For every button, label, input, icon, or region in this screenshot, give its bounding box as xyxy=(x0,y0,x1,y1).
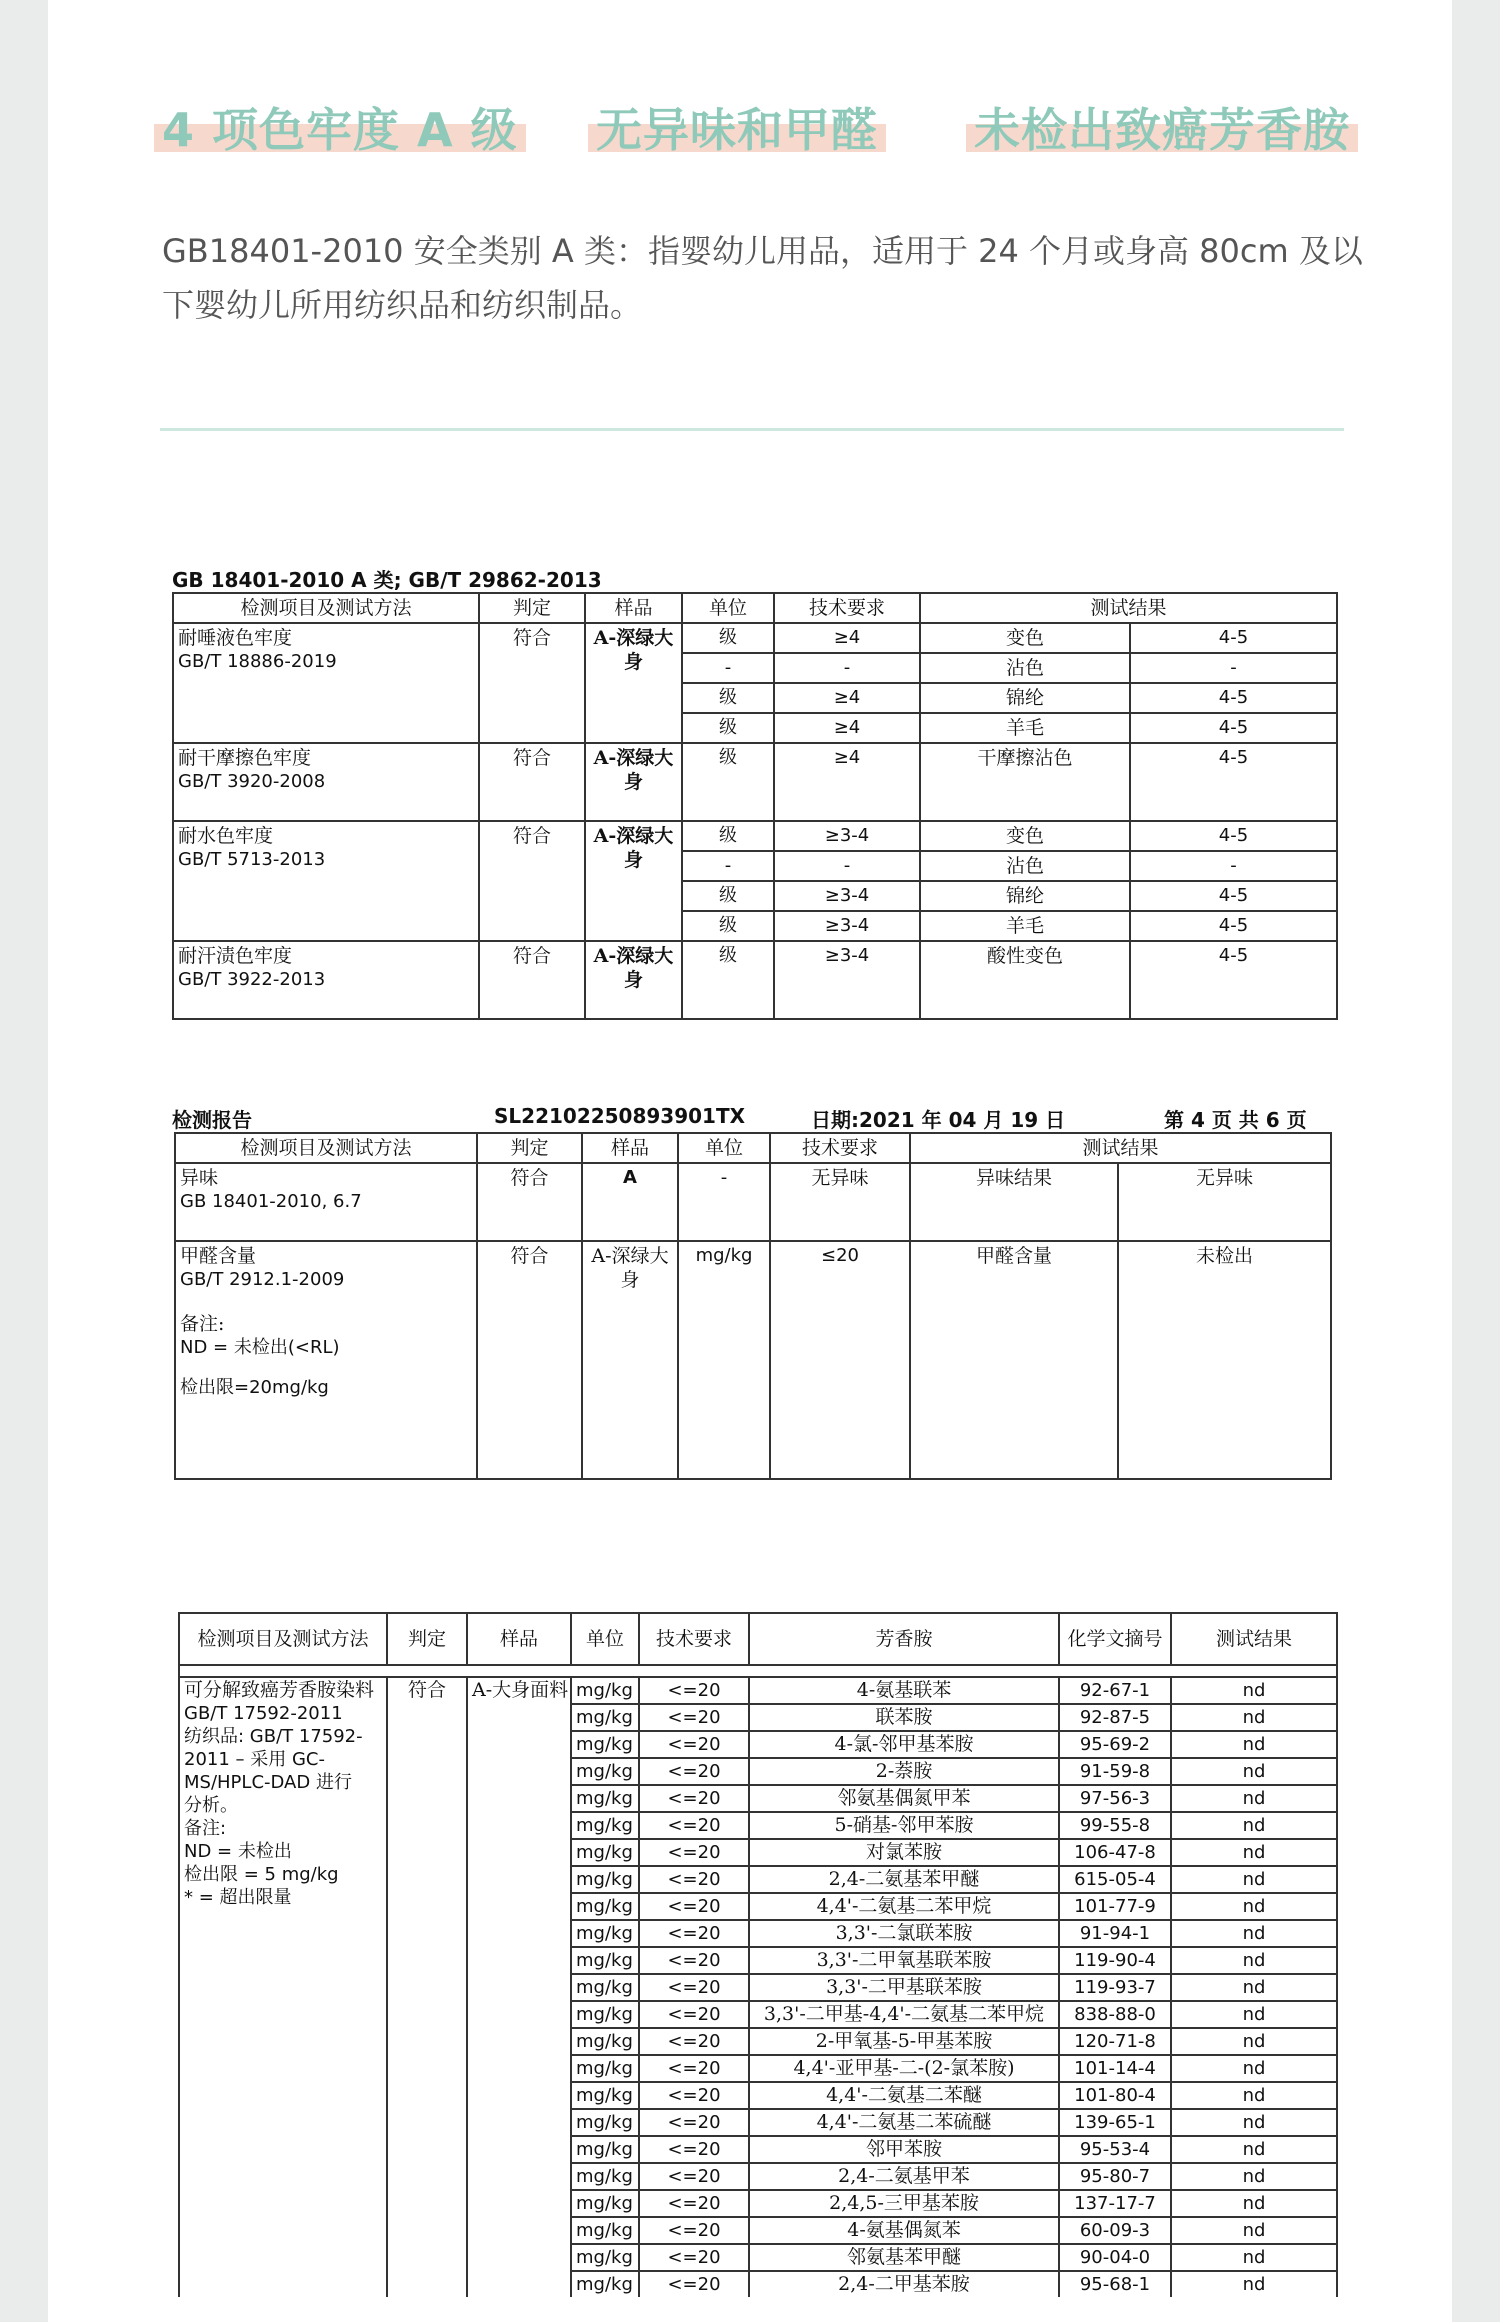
header-cell: 芳香胺 xyxy=(749,1613,1059,1665)
unit-cell: - xyxy=(682,851,774,881)
test-item-cell xyxy=(173,623,479,743)
result-cell: 无异味 xyxy=(1118,1163,1331,1241)
cas-number-cell: 119-90-4 xyxy=(1059,1947,1171,1974)
header-cell: 样品 xyxy=(582,1133,678,1163)
result-label-cell: 沾色 xyxy=(920,851,1130,881)
cas-number-cell: 106-47-8 xyxy=(1059,1839,1171,1866)
amine-name-cell: 邻甲苯胺 xyxy=(749,2136,1059,2163)
unit-cell: 级 xyxy=(682,713,774,743)
requirement-cell: <=20 xyxy=(639,2001,749,2028)
sample-cell: A-深绿大身 xyxy=(582,1241,678,1479)
cas-number-cell: 99-55-8 xyxy=(1059,1812,1171,1839)
unit-cell: mg/kg xyxy=(571,2244,639,2271)
unit-cell: mg/kg xyxy=(571,2136,639,2163)
cas-number-cell: 139-65-1 xyxy=(1059,2109,1171,2136)
requirement-cell: <=20 xyxy=(639,1758,749,1785)
cas-number-cell: 91-59-8 xyxy=(1059,1758,1171,1785)
amine-name-cell: 2,4,5-三甲基苯胺 xyxy=(749,2190,1059,2217)
requirement-cell: ≥3-4 xyxy=(774,941,920,1019)
sample-cell: A-大身面料 xyxy=(467,1677,571,2297)
badge-text: 无异味和甲醛 xyxy=(596,103,878,157)
result-label-cell: 甲醛含量 xyxy=(910,1241,1118,1479)
table-row xyxy=(173,941,1337,1019)
cas-number-cell: 137-17-7 xyxy=(1059,2190,1171,2217)
unit-cell: mg/kg xyxy=(571,2001,639,2028)
requirement-cell: <=20 xyxy=(639,1866,749,1893)
method-line: 2011 – 采用 GC- xyxy=(184,1749,325,1770)
cas-number-cell: 101-80-4 xyxy=(1059,2082,1171,2109)
header-cell: 测试结果 xyxy=(910,1133,1331,1163)
table1-caption: GB 18401-2010 A 类; GB/T 29862-2013 xyxy=(172,568,602,592)
verdict-cell: 符合 xyxy=(479,623,585,743)
method-line: 检出限 = 5 mg/kg xyxy=(184,1864,339,1885)
header-cell: 判定 xyxy=(477,1133,582,1163)
requirement-cell: ≥4 xyxy=(774,713,920,743)
result-cell: nd xyxy=(1171,1893,1337,1920)
amine-name-cell: 2,4-二氨基苯甲醚 xyxy=(749,1866,1059,1893)
test-item: 耐汗渍色牢度 xyxy=(178,945,293,967)
test-item: 耐唾液色牢度 xyxy=(178,627,293,649)
unit-cell: mg/kg xyxy=(571,1758,639,1785)
requirement-cell: ≥4 xyxy=(774,683,920,713)
amine-name-cell: 联苯胺 xyxy=(749,1704,1059,1731)
unit-cell: mg/kg xyxy=(571,2082,639,2109)
result-cell: nd xyxy=(1171,1785,1337,1812)
result-cell: nd xyxy=(1171,1731,1337,1758)
badge-text: 未检出致癌芳香胺 xyxy=(974,103,1350,157)
color-fastness-table xyxy=(172,592,1338,1020)
requirement-cell: ≥3-4 xyxy=(774,911,920,941)
verdict-cell: 符合 xyxy=(477,1241,582,1479)
aromatic-amines-table xyxy=(178,1612,1338,2297)
requirement-cell: <=20 xyxy=(639,1920,749,1947)
cas-number-cell: 119-93-7 xyxy=(1059,1974,1171,2001)
result-cell: nd xyxy=(1171,2028,1337,2055)
amine-name-cell: 2-甲氧基-5-甲基苯胺 xyxy=(749,2028,1059,2055)
header-cell: 测试结果 xyxy=(920,593,1337,623)
requirement-cell: <=20 xyxy=(639,2082,749,2109)
result-cell: 4-5 xyxy=(1130,743,1337,821)
requirement-cell: <=20 xyxy=(639,1677,749,1704)
method-line: 纺织品: GB/T 17592- xyxy=(184,1726,363,1747)
unit-cell: 级 xyxy=(682,683,774,713)
unit-cell: mg/kg xyxy=(571,1920,639,1947)
unit-cell: mg/kg xyxy=(571,2190,639,2217)
sample-cell: A-深绿大身 xyxy=(585,941,682,1019)
header-cell: 单位 xyxy=(571,1613,639,1665)
cas-number-cell: 90-04-0 xyxy=(1059,2244,1171,2271)
result-cell: nd xyxy=(1171,1839,1337,1866)
header-spacer-row xyxy=(179,1665,1337,1677)
requirement-cell: 无异味 xyxy=(770,1163,910,1241)
unit-cell: - xyxy=(682,653,774,683)
test-item: 异味 xyxy=(180,1167,219,1189)
requirement-cell: <=20 xyxy=(639,2190,749,2217)
requirement-cell: <=20 xyxy=(639,2217,749,2244)
test-method-cell xyxy=(179,1677,387,2297)
requirement-cell: ≥3-4 xyxy=(774,881,920,911)
sample-cell: A xyxy=(582,1163,678,1241)
result-cell: 未检出 xyxy=(1118,1241,1331,1479)
result-cell: nd xyxy=(1171,2190,1337,2217)
header-cell: 样品 xyxy=(467,1613,571,1665)
table-row xyxy=(175,1241,1331,1479)
requirement-cell: - xyxy=(774,653,920,683)
result-cell: nd xyxy=(1171,1758,1337,1785)
badge-color-fastness xyxy=(162,94,518,157)
amine-name-cell: 3,3'-二氯联苯胺 xyxy=(749,1920,1059,1947)
result-cell: nd xyxy=(1171,2082,1337,2109)
unit-cell: mg/kg xyxy=(571,2028,639,2055)
cas-number-cell: 101-77-9 xyxy=(1059,1893,1171,1920)
header-cell: 样品 xyxy=(585,593,682,623)
requirement-cell: <=20 xyxy=(639,2028,749,2055)
method-line: 可分解致癌芳香胺染料 xyxy=(184,1679,375,1701)
amine-name-cell: 4,4'-二氨基二苯甲烷 xyxy=(749,1893,1059,1920)
result-label-cell: 锦纶 xyxy=(920,683,1130,713)
unit-cell: 级 xyxy=(682,743,774,821)
verdict-cell: 符合 xyxy=(479,941,585,1019)
header-cell: 单位 xyxy=(678,1133,770,1163)
result-label-cell: 变色 xyxy=(920,623,1130,653)
unit-cell: mg/kg xyxy=(571,1974,639,2001)
table-row xyxy=(175,1163,1331,1241)
unit-cell: mg/kg xyxy=(571,1731,639,1758)
amine-name-cell: 3,3'-二甲氧基联苯胺 xyxy=(749,1947,1059,1974)
result-label-cell: 羊毛 xyxy=(920,911,1130,941)
amine-name-cell: 4-氨基联苯 xyxy=(749,1677,1059,1704)
unit-cell: 级 xyxy=(682,623,774,653)
unit-cell: mg/kg xyxy=(571,2055,639,2082)
result-cell: 4-5 xyxy=(1130,941,1337,1019)
unit-cell: mg/kg xyxy=(571,2109,639,2136)
method-line: 备注: xyxy=(184,1818,227,1839)
unit-cell: 级 xyxy=(682,821,774,851)
requirement-cell: <=20 xyxy=(639,2109,749,2136)
cas-number-cell: 91-94-1 xyxy=(1059,1920,1171,1947)
requirement-cell: <=20 xyxy=(639,1974,749,2001)
requirement-cell: <=20 xyxy=(639,2055,749,2082)
report-page: 第 4 页 共 6 页 xyxy=(1164,1108,1307,1132)
amine-name-cell: 2,4-二氨基甲苯 xyxy=(749,2163,1059,2190)
requirement-cell: - xyxy=(774,851,920,881)
table-header-row xyxy=(173,593,1337,623)
test-item-cell xyxy=(173,743,479,821)
result-cell: nd xyxy=(1171,2136,1337,2163)
table-header-row xyxy=(175,1133,1331,1163)
report-date: 日期:2021 年 04 月 19 日 xyxy=(811,1108,1066,1132)
unit-cell: 级 xyxy=(682,941,774,1019)
amine-name-cell: 邻氨基偶氮甲苯 xyxy=(749,1785,1059,1812)
cas-number-cell: 60-09-3 xyxy=(1059,2217,1171,2244)
sample-cell: A-深绿大身 xyxy=(585,743,682,821)
unit-cell: 级 xyxy=(682,911,774,941)
requirement-cell: ≥3-4 xyxy=(774,821,920,851)
test-item: 甲醛含量 xyxy=(180,1245,257,1267)
requirement-cell: <=20 xyxy=(639,2271,749,2297)
result-cell: nd xyxy=(1171,1947,1337,1974)
header-cell: 判定 xyxy=(479,593,585,623)
amine-name-cell: 4,4'-二氨基二苯硫醚 xyxy=(749,2109,1059,2136)
amine-name-cell: 对氯苯胺 xyxy=(749,1839,1059,1866)
badge-no-amines xyxy=(974,94,1350,157)
result-cell: nd xyxy=(1171,2001,1337,2028)
unit-cell: mg/kg xyxy=(571,1704,639,1731)
result-label-cell: 羊毛 xyxy=(920,713,1130,743)
unit-cell: mg/kg xyxy=(571,1947,639,1974)
requirement-cell: <=20 xyxy=(639,1947,749,1974)
unit-cell: mg/kg xyxy=(571,2217,639,2244)
requirement-cell: <=20 xyxy=(639,2163,749,2190)
intro-text: GB18401-2010 安全类别 A 类：指婴幼儿用品，适用于 24 个月或身高 80cm 及以下婴幼儿所用纺织品和纺织制品。 xyxy=(162,232,1363,324)
unit-cell: mg/kg xyxy=(571,1785,639,1812)
result-cell: 4-5 xyxy=(1130,911,1337,941)
result-cell: nd xyxy=(1171,2055,1337,2082)
cas-number-cell: 95-68-1 xyxy=(1059,2271,1171,2297)
result-label-cell: 沾色 xyxy=(920,653,1130,683)
requirement-cell: <=20 xyxy=(639,1731,749,1758)
table-row xyxy=(179,1677,1337,1704)
test-method: GB 18401-2010, 6.7 xyxy=(180,1191,362,1212)
amine-name-cell: 邻氨基苯甲醚 xyxy=(749,2244,1059,2271)
test-method: GB/T 3922-2013 xyxy=(178,969,326,990)
note-line: 检出限=20mg/kg xyxy=(180,1377,329,1398)
cas-number-cell: 92-87-5 xyxy=(1059,1704,1171,1731)
test-method: GB/T 2912.1-2009 xyxy=(180,1269,345,1290)
requirement-cell: ≤20 xyxy=(770,1241,910,1479)
result-cell: - xyxy=(1130,851,1337,881)
header-cell: 技术要求 xyxy=(770,1133,910,1163)
cas-number-cell: 97-56-3 xyxy=(1059,1785,1171,1812)
note-line: ND = 未检出(<RL) xyxy=(180,1337,340,1358)
verdict-cell: 符合 xyxy=(479,821,585,941)
badge-text: 4 项色牢度 A 级 xyxy=(162,103,518,157)
result-cell: 4-5 xyxy=(1130,683,1337,713)
header-cell: 单位 xyxy=(682,593,774,623)
header-cell: 判定 xyxy=(387,1613,467,1665)
verdict-cell: 符合 xyxy=(387,1677,467,2297)
header-cell: 检测项目及测试方法 xyxy=(175,1133,477,1163)
result-cell: - xyxy=(1130,653,1337,683)
test-item: 耐水色牢度 xyxy=(178,825,274,847)
requirement-cell: <=20 xyxy=(639,2136,749,2163)
result-cell: 4-5 xyxy=(1130,713,1337,743)
amine-name-cell: 2-萘胺 xyxy=(749,1758,1059,1785)
sample-cell: A-深绿大身 xyxy=(585,821,682,941)
badge-no-odor xyxy=(596,94,878,157)
unit-cell: mg/kg xyxy=(571,1812,639,1839)
method-line: ND = 未检出 xyxy=(184,1841,292,1862)
table-row xyxy=(173,743,1337,821)
unit-cell: mg/kg xyxy=(571,2163,639,2190)
result-cell: nd xyxy=(1171,1920,1337,1947)
unit-cell: mg/kg xyxy=(571,2271,639,2297)
test-method: GB/T 5713-2013 xyxy=(178,849,326,870)
unit-cell: - xyxy=(678,1163,770,1241)
cas-number-cell: 120-71-8 xyxy=(1059,2028,1171,2055)
page xyxy=(48,0,1452,2322)
cas-number-cell: 615-05-4 xyxy=(1059,1866,1171,1893)
table-header-row xyxy=(179,1613,1337,1665)
requirement-cell: <=20 xyxy=(639,2244,749,2271)
result-cell: nd xyxy=(1171,1812,1337,1839)
requirement-cell: ≥4 xyxy=(774,743,920,821)
requirement-cell: <=20 xyxy=(639,1893,749,1920)
test-method: GB/T 3920-2008 xyxy=(178,771,326,792)
result-cell: nd xyxy=(1171,2163,1337,2190)
result-cell: nd xyxy=(1171,2217,1337,2244)
amine-name-cell: 4,4'-亚甲基-二-(2-氯苯胺) xyxy=(749,2055,1059,2082)
odor-formaldehyde-table xyxy=(174,1132,1332,1480)
table-row xyxy=(173,623,1337,653)
verdict-cell: 符合 xyxy=(477,1163,582,1241)
report-number: SL22102250893901TX xyxy=(494,1104,746,1128)
result-cell: nd xyxy=(1171,1974,1337,2001)
result-cell: 4-5 xyxy=(1130,881,1337,911)
cas-number-cell: 101-14-4 xyxy=(1059,2055,1171,2082)
header-cell: 检测项目及测试方法 xyxy=(179,1613,387,1665)
test-item-cell xyxy=(173,941,479,1019)
test-item-cell xyxy=(173,821,479,941)
requirement-cell: <=20 xyxy=(639,1839,749,1866)
result-cell: 4-5 xyxy=(1130,821,1337,851)
report-label: 检测报告 xyxy=(172,1108,252,1132)
amine-name-cell: 4-氨基偶氮苯 xyxy=(749,2217,1059,2244)
requirement-cell: <=20 xyxy=(639,1812,749,1839)
test-item-cell xyxy=(175,1163,477,1241)
amine-name-cell: 2,4-二甲基苯胺 xyxy=(749,2271,1059,2297)
header-cell: 技术要求 xyxy=(639,1613,749,1665)
header-cell: 化学文摘号 xyxy=(1059,1613,1171,1665)
method-line: 分析。 xyxy=(184,1795,238,1816)
result-cell: nd xyxy=(1171,1677,1337,1704)
table1-body xyxy=(173,623,1337,1019)
header-cell: 技术要求 xyxy=(774,593,920,623)
unit-cell: mg/kg xyxy=(571,1677,639,1704)
header-cell: 测试结果 xyxy=(1171,1613,1337,1665)
result-cell: nd xyxy=(1171,2109,1337,2136)
cas-number-cell: 95-53-4 xyxy=(1059,2136,1171,2163)
method-line: GB/T 17592-2011 xyxy=(184,1703,343,1724)
test-item: 耐干摩擦色牢度 xyxy=(178,747,312,769)
test-method: GB/T 18886-2019 xyxy=(178,651,337,672)
result-cell: 4-5 xyxy=(1130,623,1337,653)
result-label-cell: 异味结果 xyxy=(910,1163,1118,1241)
cas-number-cell: 838-88-0 xyxy=(1059,2001,1171,2028)
amine-name-cell: 3,3'-二甲基联苯胺 xyxy=(749,1974,1059,2001)
cas-number-cell: 95-80-7 xyxy=(1059,2163,1171,2190)
amine-name-cell: 5-硝基-邻甲苯胺 xyxy=(749,1812,1059,1839)
separator-line xyxy=(160,428,1344,431)
result-cell: nd xyxy=(1171,1866,1337,1893)
table-row xyxy=(173,821,1337,851)
unit-cell: mg/kg xyxy=(678,1241,770,1479)
verdict-cell: 符合 xyxy=(479,743,585,821)
requirement-cell: ≥4 xyxy=(774,623,920,653)
method-line: * = 超出限量 xyxy=(184,1887,292,1908)
result-label-cell: 变色 xyxy=(920,821,1130,851)
result-label-cell: 酸性变色 xyxy=(920,941,1130,1019)
unit-cell: mg/kg xyxy=(571,1893,639,1920)
table3-body xyxy=(179,1677,1337,2297)
unit-cell: mg/kg xyxy=(571,1839,639,1866)
unit-cell: mg/kg xyxy=(571,1866,639,1893)
result-label-cell: 干摩擦沾色 xyxy=(920,743,1130,821)
cas-number-cell: 92-67-1 xyxy=(1059,1677,1171,1704)
amine-name-cell: 4-氯-邻甲基苯胺 xyxy=(749,1731,1059,1758)
sample-cell: A-深绿大身 xyxy=(585,623,682,743)
cas-number-cell: 95-69-2 xyxy=(1059,1731,1171,1758)
result-label-cell: 锦纶 xyxy=(920,881,1130,911)
header-cell: 检测项目及测试方法 xyxy=(173,593,479,623)
test-item-cell xyxy=(175,1241,477,1479)
requirement-cell: <=20 xyxy=(639,1704,749,1731)
requirement-cell: <=20 xyxy=(639,1785,749,1812)
amine-name-cell: 3,3'-二甲基-4,4'-二氨基二苯甲烷 xyxy=(749,2001,1059,2028)
result-cell: nd xyxy=(1171,2271,1337,2297)
result-cell: nd xyxy=(1171,1704,1337,1731)
amine-name-cell: 4,4'-二氨基二苯醚 xyxy=(749,2082,1059,2109)
result-cell: nd xyxy=(1171,2244,1337,2271)
note-line: 备注: xyxy=(180,1313,225,1335)
unit-cell: 级 xyxy=(682,881,774,911)
method-line: MS/HPLC-DAD 进行 xyxy=(184,1772,352,1793)
